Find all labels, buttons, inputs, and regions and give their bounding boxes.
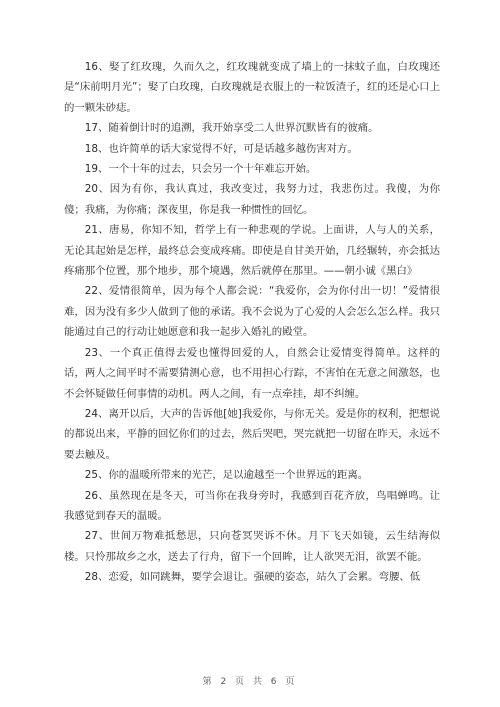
paragraph-17: 17、随着倒计时的追溯，我开始享受二人世界沉默皆有的彼痛。 [84,122,379,135]
paragraph-27: 27、世间万物难抵愁思，只向苍冥哭诉不休。月下飞天如镜，云生结海似楼。只怜那故乡之水，送去了行舟，留下一个回眸，让人欲哭无泪，欲罢不能。 [64,530,440,563]
paragraph-23: 23、一个真正值得去爱也懂得回爱的人，自然会让爱情变得简单。这样的话，两人之间平时不需要猜测心意，也不用担心行踪，不害怕在无意之间激怒，也不会怀疑做任何事情的动机。两人之间，有一点牵挂，却不纠缠。 [64,346,440,400]
paragraph-26: 26、虽然现在是冬天，可当你在我身旁时，我感到百花齐放，鸟唱蝉鸣。让我感觉到春天的温暖。 [64,489,440,522]
document-body [64,57,440,588]
paragraph-21: 21、唐易，你知不知，哲学上有一种悲观的学说。上面讲，人与人的关系，无论其起始是怎样，最终总会变成疼痛。即使是自甘美开始，几经辗转，亦会抵达疼痛那个位置，那个地步，那个境遇，然后就停在那里。——朝小诚《黑白》 [64,224,440,278]
paragraph-18: 18、也许简单的话大家觉得不好，可是话越多越伤害对方。 [84,142,358,155]
paragraph-20: 20、因为有你，我认真过，我改变过，我努力过，我悲伤过。我傻，为你傻；我痛，为你痛；深夜里，你是我一种惯性的回忆。 [64,183,440,216]
paragraph-25: 25、你的温暖所带来的光芒，足以逾越至一个世界远的距离。 [84,469,369,482]
page-number-footer: 第 2 页 共 6 页 [202,677,298,687]
paragraph-16: 16、娶了红玫瑰，久而久之，红玫瑰就变成了墙上的一抹蚊子血，白玫瑰还是“床前明月光”；娶了白玫瑰，白玫瑰就是衣服上的一粒饭渣子，红的还是心口上的一颗朱砂痣。 [64,61,440,114]
paragraph-28: 28、恋爱，如同跳舞，要学会退让。强硬的姿态，站久了会累。弯腰、低 [84,571,421,584]
paragraph-24: 24、离开以后，大声的告诉他[她]我爱你，与你无关。爱是你的权利，把想说的都说出来，平静的回忆你们的过去，然后哭吧，哭完就把一切留在昨天，永远不要去触及。 [64,407,440,461]
paragraph-22: 22、爱情很简单，因为每个人都会说：“我爱你，会为你付出一切！”爱情很难，因为没有多少人做到了他的承诺。我不会说为了心爱的人会怎么怎么样。我只能通过自己的行动让她愿意和我一起步入婚礼的殿堂。 [64,285,440,339]
paragraph-19: 19、一个十年的过去，只会另一个十年难忘开始。 [84,163,317,176]
